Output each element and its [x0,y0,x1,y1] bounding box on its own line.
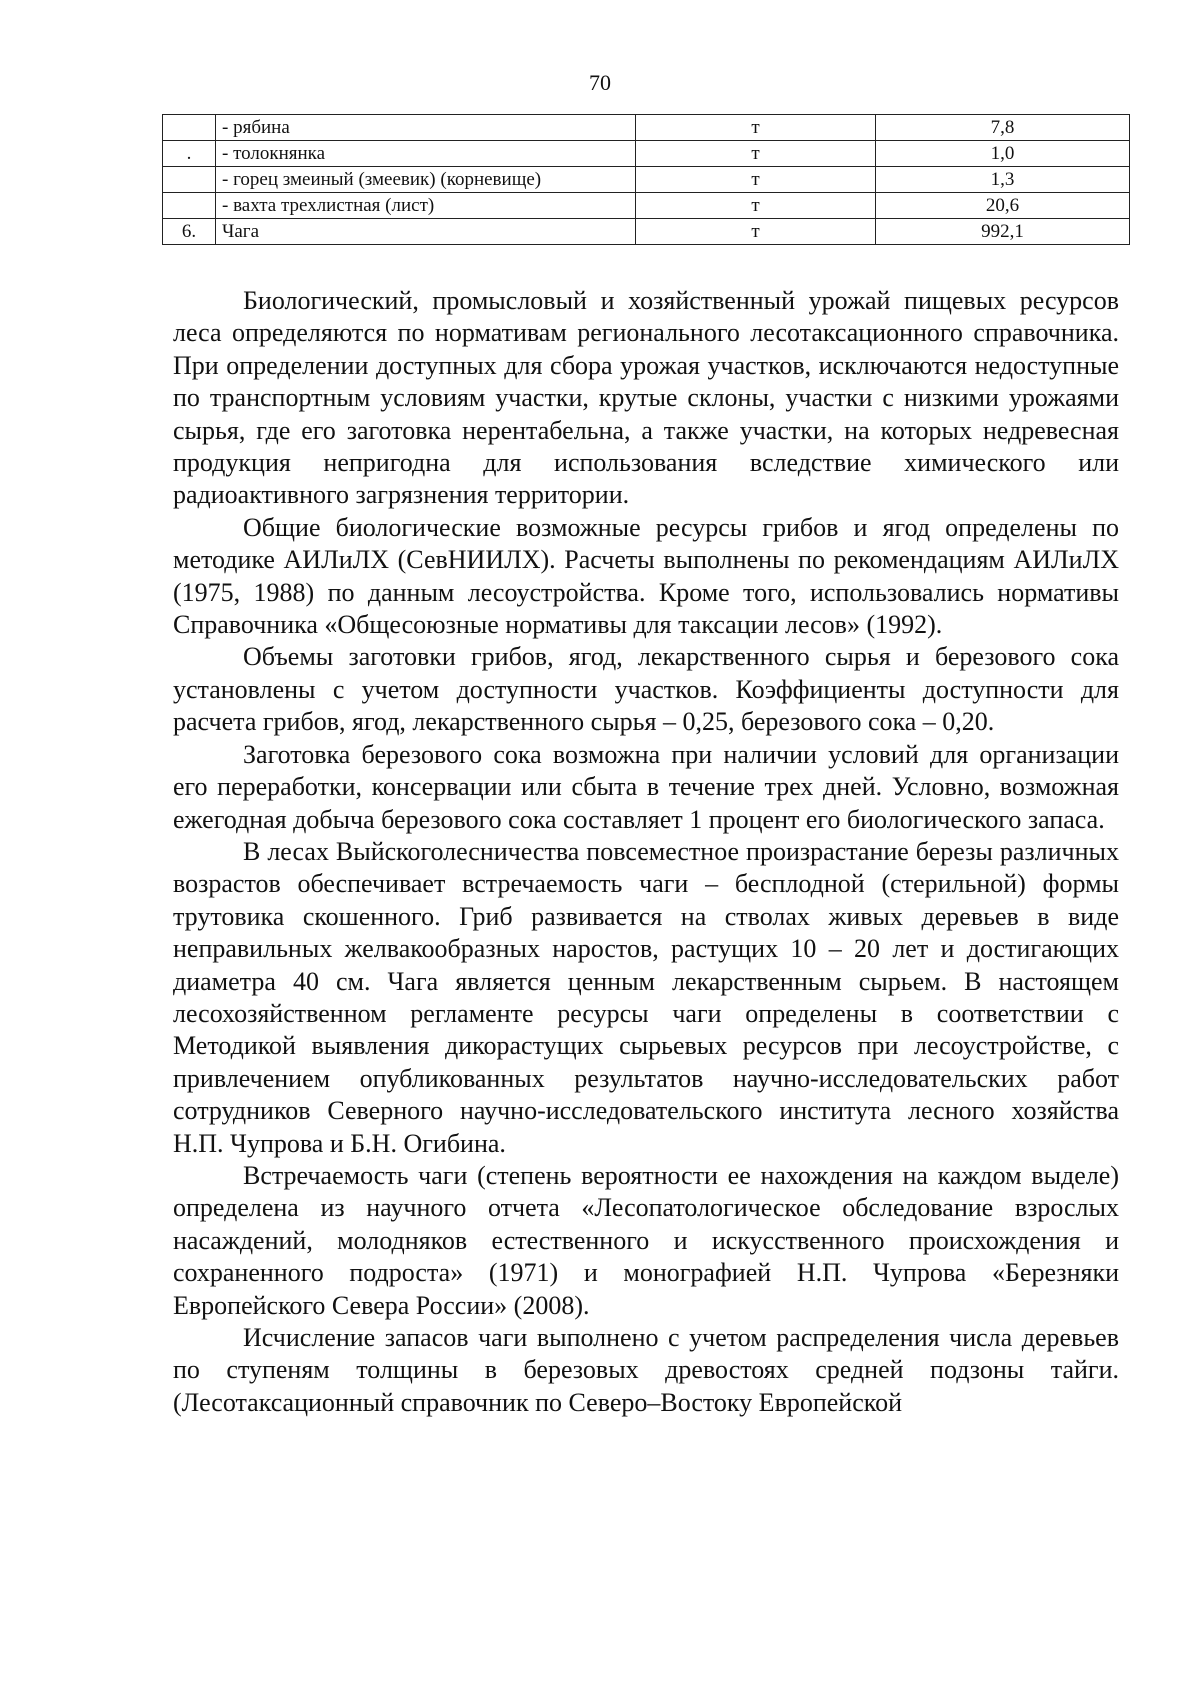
row-number: 6. [163,219,216,245]
resource-name: Чага [216,219,636,245]
resource-value: 20,6 [876,193,1130,219]
body-text [173,285,1119,1419]
resource-name: - толокнянка [216,141,636,167]
page-number: 70 [589,70,611,95]
paragraph: Исчисление запасов чаги выполнено с учетом распределения числа деревьев по ступеням толщины в березовых древостоях средней подзоны тайги. (Лесотаксационный справочник по Северо–Востоку Европейской [173,1323,1119,1417]
resource-value: 1,3 [876,167,1130,193]
table-row [163,115,1130,141]
paragraph: Общие биологические возможные ресурсы грибов и ягод определены по методике АИЛиЛХ (СевНИИЛХ). Расчеты выполнены по рекомендациям АИЛиЛХ (1975, 1988) по данным лесоустройства. Кроме того, использовались нормативы Справочника «Общесоюзные нормативы для таксации лесов» (1992). [173,512,1119,640]
resource-unit: т [636,193,876,219]
resource-value: 7,8 [876,115,1130,141]
table-row [163,141,1130,167]
resource-unit: т [636,141,876,167]
paragraph: Встречаемость чаги (степень вероятности ее нахождения на каждом выделе) определена из научного отчета «Лесопатологическое обследование взрослых насаждений, молодняков естественного и искусственного происхождения и сохраненного подроста» (1971) и монографией Н.П. Чупрова «Березняки Европейского Севера России» (2008). [173,1160,1119,1320]
row-number: . [163,141,216,167]
resource-name: - горец змеиный (змеевик) (корневище) [216,167,636,193]
table-row [163,167,1130,193]
paragraph: В лесах Выйскоголесничества повсеместное произрастание березы различных возрастов обеспечивает встречаемость чаги – бесплодной (стерильной) формы трутовика скошенного. Гриб развивается на стволах живых деревьев в виде неправильных желвакообразных наростов, растущих 10 – 20 лет и достигающих диаметра 40 см. Чага является ценным лекарственным сырьем. В настоящем лесохозяйственном регламенте ресурсы чаги определены в соответствии с Методикой выявления дикорастущих сырьевых ресурсов при лесоустройстве, с привлечением опубликованных результатов научно-исследовательских работ сотрудников Северного научно-исследовательского института лесного хозяйства Н.П. Чупрова и Б.Н. Огибина. [173,836,1119,1158]
resources-table [162,114,1130,245]
resource-unit: т [636,167,876,193]
paragraph: Объемы заготовки грибов, ягод, лекарственного сырья и березового сока установлены с учетом доступности участков. Коэффициенты доступности для расчета грибов, ягод, лекарственного сырья – 0,25, березового сока – 0,20. [173,642,1119,737]
resource-value: 1,0 [876,141,1130,167]
table-row [163,219,1130,245]
resource-name: - рябина [216,115,636,141]
table-row [163,193,1130,219]
paragraph: Заготовка березового сока возможна при наличии условий для организации его переработки, консервации или сбыта в течение трех дней. Условно, возможная ежегодная добыча березового сока составляет 1 процент его биологического запаса. [173,739,1119,834]
resource-name: - вахта трехлистная (лист) [216,193,636,219]
row-number [163,193,216,219]
paragraph: Биологический, промысловый и хозяйственный урожай пищевых ресурсов леса определяются по нормативам регионального лесотаксационного справочника. При определении доступных для сбора урожая участков, исключаются недоступные по транспортным условиям участки, крутые склоны, участки с низкими урожаями сырья, где его заготовка нерентабельна, а также участки, на которых недревесная продукция непригодна для использования вследствие химического или радиоактивного загрязнения территории. [173,286,1119,510]
resource-value: 992,1 [876,219,1130,245]
resource-unit: т [636,219,876,245]
row-number [163,115,216,141]
resource-unit: т [636,115,876,141]
row-number [163,167,216,193]
